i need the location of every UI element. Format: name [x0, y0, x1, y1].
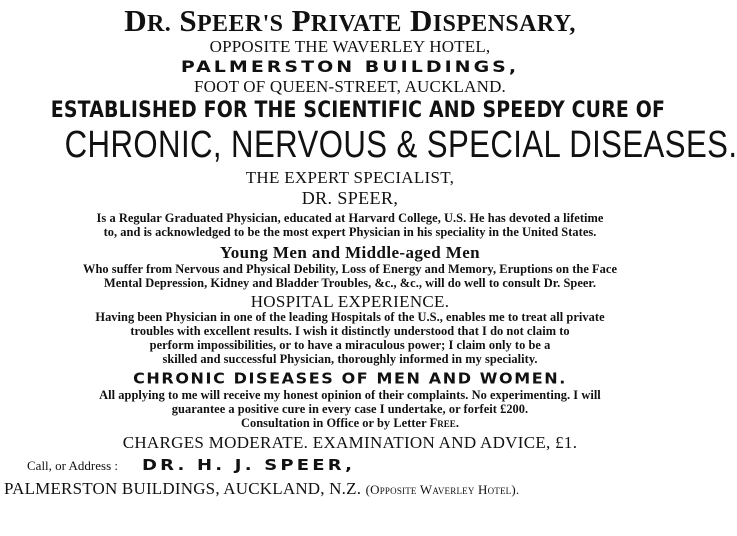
- paragraph-line: guarantee a positive cure in every case I undertake, or forfeit £200.: [171, 402, 529, 416]
- opposite-hotel-line: OPPOSITE THE WAVERLEY HOTEL,: [209, 37, 491, 56]
- paragraph-line: All applying to me will receive my honest opinion of their complaints. No experimenting. I will: [99, 388, 601, 402]
- established-line: ESTABLISHED FOR THE SCIENTIFIC AND SPEEDY CURE OF: [50, 98, 666, 123]
- address-line: PALMERSTON BUILDINGS, AUCKLAND, N.Z. (Opposite Waverley Hotel).: [4, 479, 520, 498]
- guarantee-paragraph: [2, 389, 698, 431]
- hospital-experience-heading: HOSPITAL EXPERIENCE.: [250, 292, 450, 311]
- buildings-line: PALMERSTON BUILDINGS,: [180, 57, 520, 77]
- men-women-heading: CHRONIC DISEASES OF MEN AND WOMEN.: [133, 369, 567, 388]
- credentials-paragraph: [2, 212, 698, 240]
- dispensary-title: DR. SPEER'S PRIVATE DISPENSARY,: [124, 3, 576, 38]
- diseases-headline: CHRONIC, NERVOUS & SPECIAL DISEASES.: [64, 124, 737, 166]
- paragraph-line: Mental Depression, Kidney and Bladder Troubles, &c., &c., will do well to consult Dr. Speer.: [104, 276, 596, 290]
- charges-line: CHARGES MODERATE. EXAMINATION AND ADVICE, £1.: [122, 433, 578, 452]
- expert-specialist-line: THE EXPERT SPECIALIST,: [245, 168, 455, 187]
- call-address-row: [2, 455, 698, 477]
- paragraph-line: Who suffer from Nervous and Physical Debility, Loss of Energy and Memory, Eruptions on the Face: [83, 262, 617, 276]
- call-label: Call, or Address :: [27, 458, 118, 474]
- paragraph-line: Is a Regular Graduated Physician, educated at Harvard College, U.S. He has devoted a lifetime: [96, 211, 604, 225]
- consultation-line: Consultation in Office or by Letter Free.: [241, 416, 459, 430]
- doctor-name-line: DR. SPEER,: [301, 188, 399, 208]
- paragraph-line: to, and is acknowledged to be the most expert Physician in his speciality in the United States.: [103, 225, 597, 239]
- paragraph-line: troubles with excellent results. I wish it distinctly understood that I do not claim to: [130, 324, 570, 338]
- hospital-paragraph: [2, 311, 698, 367]
- contact-name: DR. H. J. SPEER,: [142, 457, 356, 475]
- street-line: FOOT OF QUEEN-STREET, AUCKLAND.: [193, 77, 507, 96]
- paragraph-line: Having been Physician in one of the leading Hospitals of the U.S., enables me to treat all private: [95, 310, 605, 324]
- dispensary-advertisement: [0, 3, 737, 536]
- debility-paragraph: [2, 263, 698, 291]
- paragraph-line: skilled and successful Physician, thoroughly informed in my speciality.: [162, 352, 538, 366]
- young-men-heading: Young Men and Middle-aged Men: [219, 243, 480, 262]
- paragraph-line: perform impossibilities, or to have a miraculous power; I claim only to be a: [149, 338, 551, 352]
